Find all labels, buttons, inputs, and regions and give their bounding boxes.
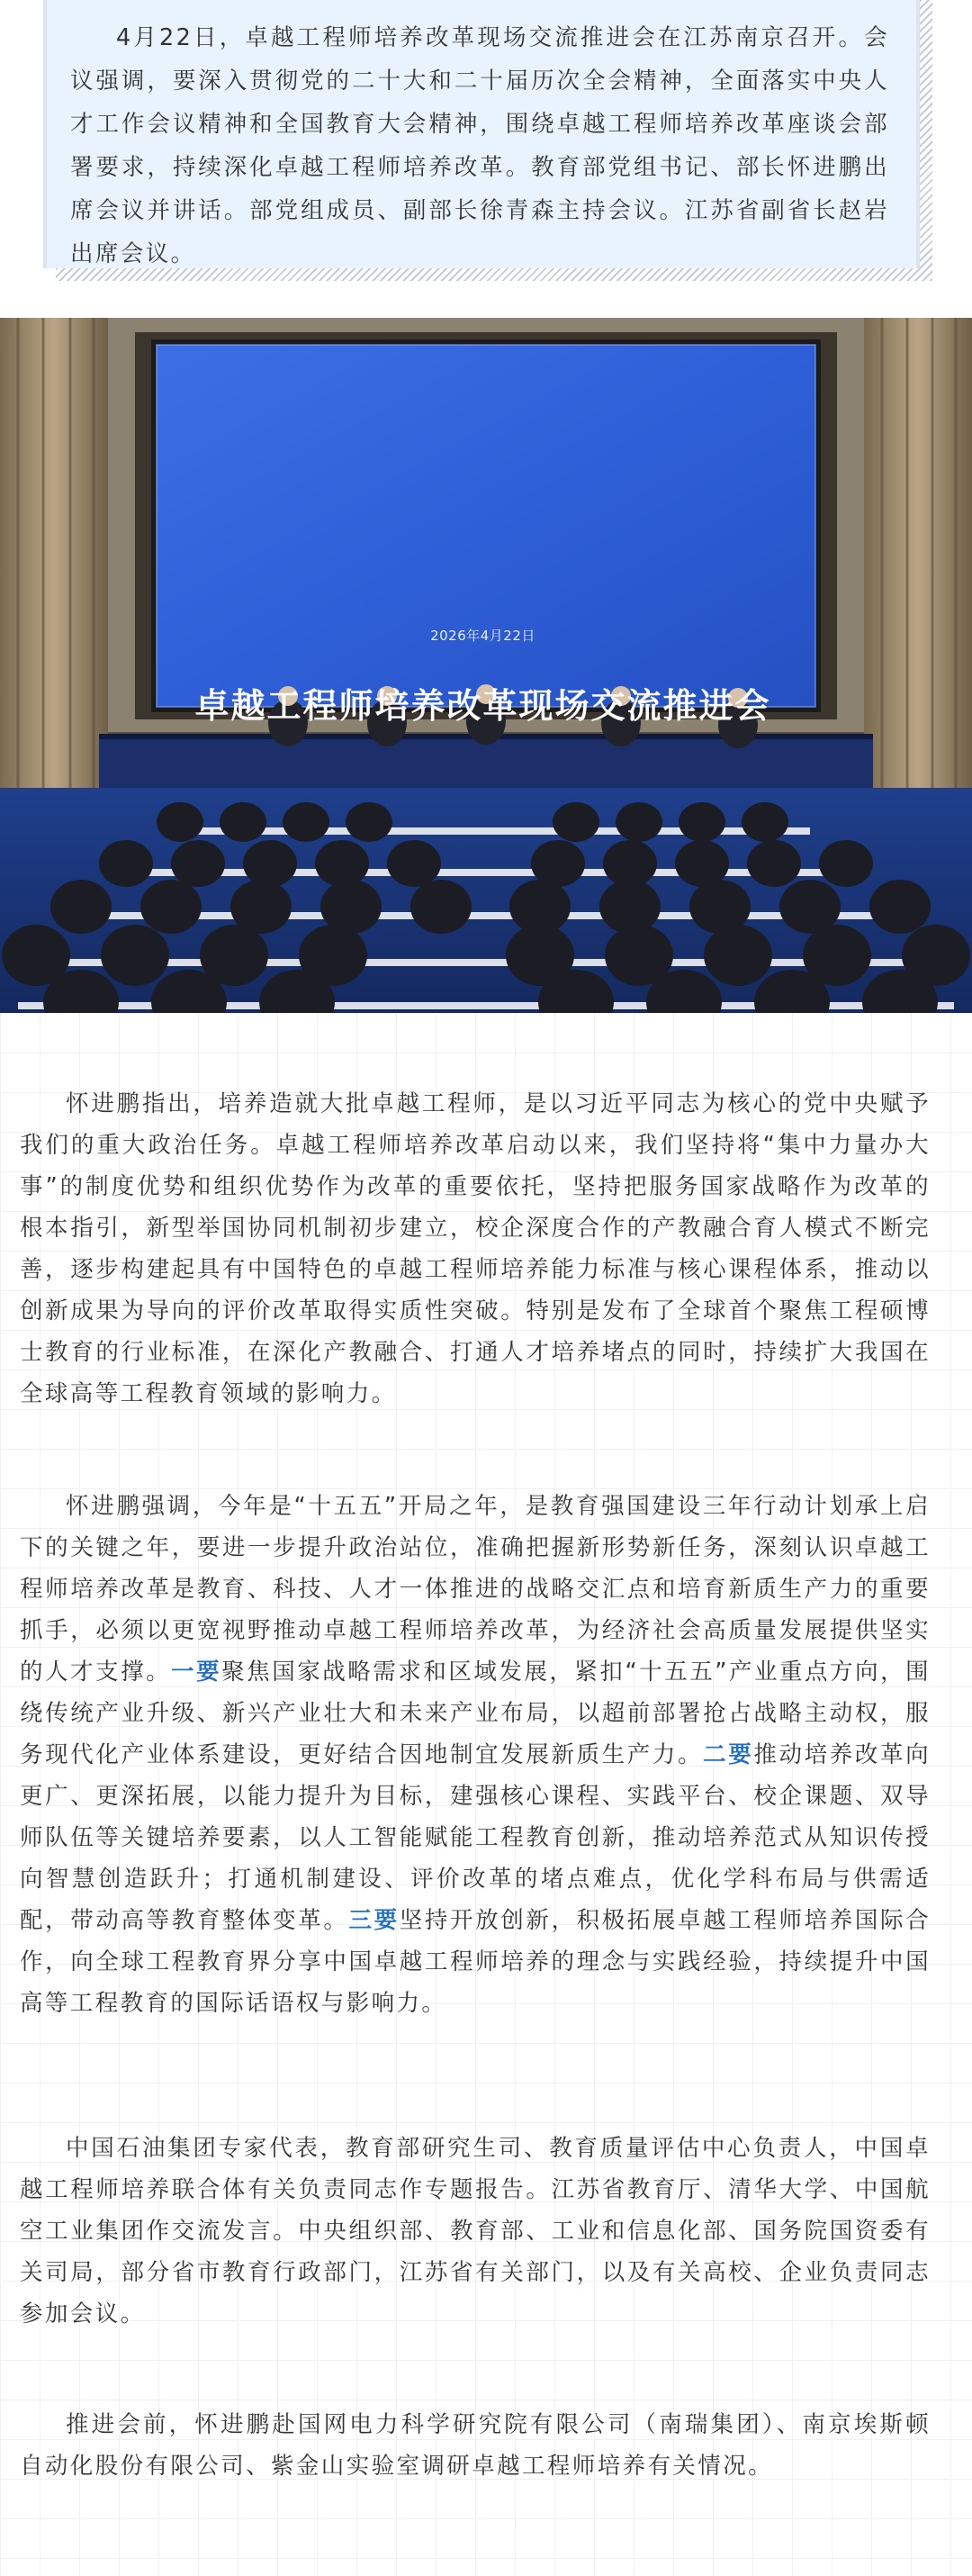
paragraph-2-point-3: 坚持开放创新，积极拓展卓越工程师培养国际合作，向全球工程教育界分享中国卓越工程师培养的理念与实践经验，持续提升中国高等工程教育的国际话语权与影响力。: [20, 1907, 931, 2017]
decorative-stripe-right: [920, 0, 932, 281]
lead-text: 4月22日，卓越工程师培养改革现场交流推进会在江苏南京召开。会议强调，要深入贯彻党的二十大和二十届历次全会精神，全面落实中央人才工作会议精神和全国教育大会精神，围绕卓越工程师培养改革座谈会部署要求，持续深化卓越工程师培养改革。教育部党组书记、部长怀进鹏出席会议并讲话。部党组成员、副部长徐青森主持会议。江苏省副省长赵岩出席会议。: [70, 24, 889, 267]
screen-title: 卓越工程师培养改革现场交流推进会: [194, 685, 771, 726]
highlight-point-3: 三要: [348, 1907, 400, 1934]
paragraph-4: 推进会前，怀进鹏赴国网电力科学研究院有限公司（南瑞集团）、南京埃斯顿自动化股份有限公司、紫金山实验室调研卓越工程师培养有关情况。: [20, 2411, 931, 2480]
paragraph-1: 怀进鹏指出，培养造就大批卓越工程师，是以习近平同志为核心的党中央赋予我们的重大政治任务。卓越工程师培养改革启动以来，我们坚持将“集中力量办大事”的制度优势和组织优势作为改革的重要依托，坚持把服务国家战略作为改革的根本指引，新型举国协同机制初步建立，校企深度合作的产教融合育人模式不断完善，逐步构建起具有中国特色的卓越工程师培养能力标准与核心课程体系，推动以创新成果为导向的评价改革取得实质性突破。特别是发布了全球首个聚焦工程硕博士教育的行业标准，在深化产教融合、打通人才培养堵点的同时，持续扩大我国在全球高等工程教育领域的影响力。: [20, 1090, 931, 1407]
lead-box-background: [43, 0, 920, 268]
paragraph-2: [20, 1486, 931, 2024]
conference-photo: [0, 318, 972, 1013]
paragraph-3: 中国石油集团专家代表，教育部研究生司、教育质量评估中心负责人，中国卓越工程师培养联合体有关负责同志作专题报告。江苏省教育厅、清华大学、中国航空工业集团作交流发言。中央组织部、教育部、工业和信息化部、国务院国资委有关司局，部分省市教育行政部门，江苏省有关部门，以及有关高校、企业负责同志参加会议。: [20, 2135, 931, 2327]
paragraph-2-point-1: 聚焦国家战略需求和区域发展，紧扣“十五五”产业重点方向，围绕传统产业升级、新兴产业壮大和未来产业布局，以超前部署抢占战略主动权，服务现代化产业体系建设，更好结合因地制宜发展新质生产力。: [20, 1659, 931, 1768]
paragraph-2-point-2: 推动培养改革向更广、更深拓展，以能力提升为目标，建强核心课程、实践平台、校企课题、双导师队伍等关键培养要素，以人工智能赋能工程教育创新，推动培养范式从知识传授向智慧创造跃升；打通机制建设、评价改革的堵点难点，优化学科布局与供需适配，带动高等教育整体变革。: [20, 1741, 931, 1934]
highlight-point-1: 一要: [171, 1659, 222, 1686]
lead-summary-box: [43, 0, 920, 268]
highlight-point-2: 二要: [703, 1741, 754, 1768]
paragraph-2-intro: 怀进鹏强调，今年是“十五五”开局之年，是教育强国建设三年行动计划承上启下的关键之年，要进一步提升政治站位，准确把握新形势新任务，深刻认识卓越工程师培养改革是教育、科技、人才一体推进的战略交汇点和培育新质生产力的重要抓手，必须以更宽视野推动卓越工程师培养改革，为经济社会高质量发展提供坚实的人才支撑。: [20, 1493, 931, 1686]
screen-date: 2026年4月22日: [430, 628, 536, 644]
article-body: [0, 1013, 972, 2576]
